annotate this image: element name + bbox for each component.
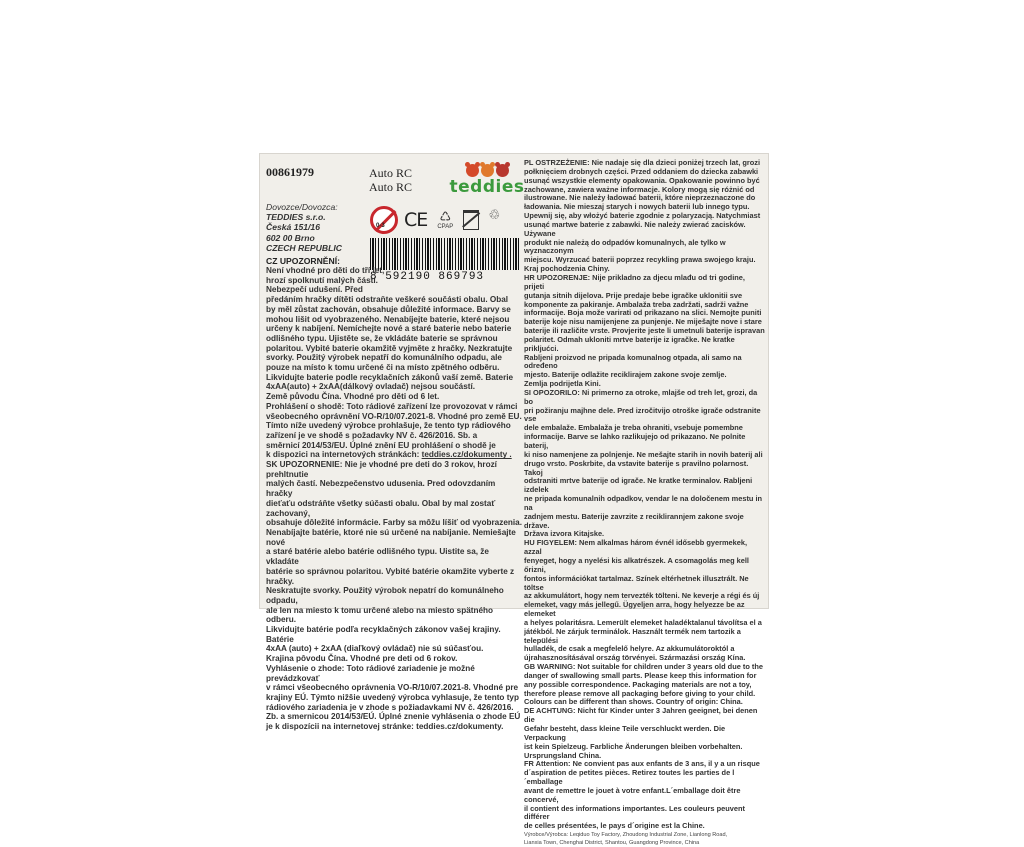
barcode-digits: 8 592190 869793 bbox=[370, 271, 485, 283]
multilingual-warnings: PL OSTRZEŻENIE: Nie nadaje się dla dzieci poniżej trzech lat, grozi połknięciem drobnych części. Przed oddaniem do dziecka zabawki usunąć wszystkie elementy opakowania. Opakowanie powinno być zachowane, zawiera ważne informacje. Kolory mogą się różnić od ilustrowane. Nie należy ładować baterii, które nieprzeznaczone do ładowania. Nie mieszaj starych i nowych baterii lub innego typu. Upewnij się, aby włożyć baterie zgodnie z polaryzacją. Natychmiast usunąć martwe baterie z zabawki. Nie należy zwierać zacisków. Używane produkt nie należą do odpadów komunalnych, ale tylko w wyznaczonym miejscu. Wyrzucać baterii poprzez recykling prawa swojego kraju. Kraj pochodzenia Chiny. HR UPOZORENJE: Nije prikladno za djecu mlađu od tri godine, prijeti gutanja sitnih dijelova. Prije predaje bebe igračke uklonitii sve komponente za pakiranje. Ambalaža treba zadržati, sadrži važne informacije. Boja može varirati od prikazano na slici. Nemojte puniti baterije koje nisu namijenjene za punjenje. Ne miješajte nove i stare baterije ili različite vrste. Provjerite jeste li umetnuli baterije ispravan polaritet. Odmah ukloniti mrtve baterije iz igračke. Ne kratke prikljućci. Rabljeni proizvod ne pripada komunalnog otpada, ali samo na određeno mjesto. Baterije odlažite reciklirajem zakone svoje zemlje. Zemlja podrijetla Kini. SI OPOZORILO: Ni primerno za otroke, mlajše od treh let, grozi, da bo pri požiranju majhne dele. Pred izročitvijo otroške igrače odstranite vse dele embalaže. Embalaža je treba ohraniti, vsebuje pomembne informacije. Barve se lahko razlikujejo od prikazano. Ne polnite baterij, ki niso namenjene za polnjenje. Ne mešajte starih in novih baterij ali drugo vrsto. Poskrbite, da vstavite baterije s pravilno polarnost. Takoj odstraniti mrtve baterije od igrače. Ne kratke terminalov. Rabljeni izdelek ne pripada komunalnih odpadkov, vendar le na določenem mestu in na zadnjem mestu. Baterije zavrzite z reciklirannjem zakone svoje države. Država izvora Kitajske. HU FIGYELEM: Nem alkalmas három évnél idősebb gyermekek, azzal fenyeget, hogy a nyelési kis alkatrészek. A csomagolás meg kell őrizni, fontos információkat tartalmaz. Színek eltérhetnek illusztrált. Ne töltse az akkumulátort, hogy nem tervezték tölteni. Ne keverje a régi és új elemeket, vagy más jellegű. Ügyeljen arra, hogy helyezze be az elemeket a helyes polaritásra. Lemerült elemeket haladéktalanul távolítsa el a játékból. Ne zárjuk terminálok. Használt termék nem tartozik a települési hulladék, de csak a megfelelő helyre. Az akkumulátoroktól a újrahasznosításával ország törvényei. Származási ország Kína. GB WARNING: Not suitable for children under 3 years old due to the danger of swallowing small parts. Please keep this information for any possible correspondence. Packaging materials are not a toy, therefore please remove all packaging before giving to your child. Colours can be different than shows. Country of origin: China. DE ACHTUNG: Nicht für Kinder unter 3 Jahren geeignet, bei denen die Gefahr besteht, dass kleine Teile verschluckt werden. Die Verpackung ist kein Spielzeug. Farbliche Änderungen bleiben vorbehalten. Ursprungsland China. FR Attention: Ne convient pas aux enfants de 3 ans, il y a un risque d´aspiration de petites pièces. Retirez toutes les parties de l´emballage avant de remettre le jouet à votre enfant.L´emballage doit être concervé, il contient des informations importantes. Les couleurs peuvent différer de celles présentées, le pays d´origine est la Chine. bbox=[524, 158, 765, 831]
product-name-alt: Auto RC bbox=[369, 180, 413, 194]
cz-warning-section bbox=[266, 256, 522, 732]
importer-city: 602 00 Brno bbox=[266, 232, 315, 243]
label-right-column bbox=[524, 159, 766, 847]
crossed-bin-icon bbox=[463, 210, 479, 230]
brand-name: teddies bbox=[449, 177, 525, 197]
brand-logo bbox=[448, 164, 526, 196]
cz-warning-heading: CZ UPOZORNĚNÍ: bbox=[266, 256, 340, 266]
age-warning-icon: 0-3 bbox=[370, 206, 398, 234]
cz-documents-link[interactable]: teddies.cz/dokumenty . bbox=[421, 450, 512, 460]
ce-mark-icon: CE bbox=[404, 209, 428, 231]
cz-warning-text: Není vhodné pro děti do tří let, hrozí spolknutí malých částí. Nebezpečí udušení. Před předáním hračky dítěti odstraňte veškeré součásti obalu. Obal by měl zůstat zachován, obsahuje důležité informace. Barvy se mohou lišit od vyobrazeného. Nenabíjejte baterie, které nejsou určeny k nabíjení. Nemíchejte nové a staré baterie nebo baterie odlišného typu. Ujistěte se, že vkládáte baterie se správnou polaritou. Vybité baterie okamžitě vyjměte z hračky. Nezkratujte svorky. Použitý výrobek nepatří do komunálního odpadu, ale pouze na místo k tomu určené či na místo zpětného odběru. Likvidujte baterie podle recyklačních zákonů vaší země. Baterie 4xAA(auto) + 2xAA(dálkový ovladač) nejsou součástí. Země původu Čína. Vhodné pro děti od 6 let. Prohlášení o shodě: Toto rádiové zařízení lze provozovat v rámci všeobecného oprávnění VO-R/10/07.2021-8. Vhodné pro země EU. Tímto níže uvedený výrobce prohlašuje, že tento typ rádiového zařízení je ve shodě s požadavky NV č. 426/2016. Sb. a směrnicí 2014/53/EU. Úplné znění EU prohlášení o shodě je k dispozici na internetových stránkách: bbox=[266, 266, 522, 460]
teddy-faces-icon bbox=[448, 164, 526, 177]
product-label bbox=[259, 153, 769, 847]
recycle-triangle-icon: ♲ bbox=[488, 207, 501, 222]
importer-country: CZECH REPUBLIC bbox=[266, 242, 342, 253]
product-name: Auto RC bbox=[369, 166, 413, 180]
product-code: 00861979 bbox=[266, 165, 314, 179]
importer-street: Česká 151/16 bbox=[266, 222, 320, 233]
importer-address bbox=[266, 202, 342, 253]
sk-warning-text: SK UPOZORNENIE: Nie je vhodné pre deti do 3 rokov, hrozí prehltnutie malých častí. Nebezpečenstvo udusenia. Pred odovzdaním hračky dieťaťu odstráňte všetky súčasti obalu. Obal by mal zostať zachovaný, obsahuje dôležité informácie. Farby sa môžu líšiť od vyobrazenia. Nenabíjajte batérie, ktoré nie sú určené na nabíjanie. Nemiešajte nové a staré batérie alebo batérie odlišného typu. Uistite sa, že vkladáte batérie so správnou polaritou. Vybité batérie okamžite vyberte z hračky. Neskratujte svorky. Použitý výrobok nepatrí do komunálneho odpadu, ale len na miesto k tomu určené alebo na miesto spätného odberu. Likvidujte batérie podľa recyklačných zákonov vašej krajiny. Batérie 4xAA (auto) + 2xAA (diaľkový ovládač) nie sú súčasťou. Krajina pôvodu Čína. Vhodné pre deti od 6 rokov. Vyhlásenie o zhode: Toto rádiové zariadenie je možné prevádzkovať v rámci všeobecného oprávnenia VO-R/10/07.2021-8. Vhodné pre krajiny EÚ. Týmto nižšie uvedený výrobca vyhlasuje, že tento typ rádiového zariadenia je v zhode s požiadavkami NV č. 426/2016. Zb. a smernicou 2014/53/EÚ. Úplné znenie vyhlásenia o zhode EÚ je k dispozícii na internetovej stránke: teddies.cz/dokumenty. bbox=[266, 460, 522, 732]
manufacturer-address: Výrobce/Výrobca: Leqiduo Toy Factory, Zhoudong Industrial Zone, Lianlong Road, Lianxia Town, Chenghai District, Shantou, Guangdong Province, China bbox=[524, 832, 728, 847]
recycle-icon: ♺ CPAP bbox=[437, 209, 454, 230]
importer-name: TEDDIES s.r.o. bbox=[266, 212, 326, 223]
importer-heading: Dovozce/Dovozca: bbox=[266, 202, 338, 212]
certification-icons bbox=[370, 206, 503, 234]
